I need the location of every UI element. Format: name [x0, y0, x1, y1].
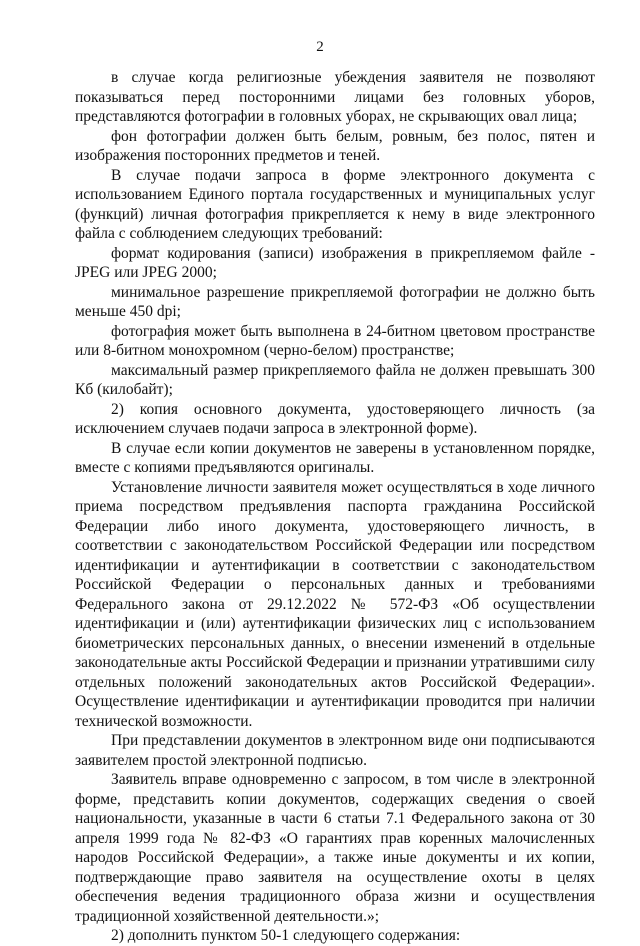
paragraph-photo-background: фон фотографии должен быть белым, ровным, без полос, пятен и изображения посторонних предметов и теней.: [75, 127, 595, 164]
paragraph-electronic-signature: При представлении документов в электронном виде они подписываются заявителем простой электронной подписью.: [75, 732, 595, 769]
paragraph-encoding-format: формат кодирования (записи) изображения в прикрепляемом файле - JPEG или JPEG 2000;: [75, 244, 595, 281]
document-body: [75, 68, 595, 946]
paragraph-add-clause: 2) дополнить пунктом 50-1 следующего содержания:: [111, 927, 461, 944]
paragraph-color-space: фотография может быть выполнена в 24-битном цветовом пространстве или 8-битном монохромном (черно-белом) пространстве;: [75, 322, 595, 359]
paragraph-religious-headwear: в случае когда религиозные убеждения заявителя не позволяют показываться перед посторонними лицами без головных уборов, представляются фотографии в головных уборах, не скрывающих овал лица;: [75, 69, 595, 125]
paragraph-originals: В случае если копии документов не заверены в установленном порядке, вместе с копиями предъявляются оригиналы.: [75, 439, 595, 476]
paragraph-min-resolution: минимальное разрешение прикрепляемой фотографии не должно быть меньше 450 dpi;: [75, 283, 595, 320]
paragraph-identity-verification: Установление личности заявителя может осуществляться в ходе личного приема посредством предъявления паспорта гражданина Российской Федерации либо иного документа, удостоверяющего личность, в соответствии с законодательством Российской Федерации или посредством идентификации и аутентификации в соответствии с законодательством Российской Федерации о персональных данных и требованиями Федерального закона от 29.12.2022 № 572-ФЗ «Об осуществлении идентификации и (или) аутентификации физических лиц с использованием биометрических персональных данных, о внесении изменений в отдельные законодательные акты Российской Федерации и признании утратившими силу отдельных положений законодательных актов Российской Федерации». Осуществление идентификации и аутентификации проводится при наличии технической возможности.: [75, 478, 595, 730]
page-number: 2: [316, 39, 324, 55]
paragraph-electronic-request: В случае подачи запроса в форме электронного документа с использованием Единого портала государственных и муниципальных услуг (функций) личная фотография прикрепляется к нему в виде электронного файла с соблюдением следующих требований:: [75, 166, 595, 242]
paragraph-nationality-documents: Заявитель вправе одновременно с запросом, в том числе в электронной форме, представить копии документов, содержащих сведения о своей национальности, указанные в части 6 статьи 7.1 Федерального закона от 30 апреля 1999 года № 82-ФЗ «О гарантиях прав коренных малочисленных народов Российской Федерации», а также иные документы и их копии, подтверждающие право заявителя на осуществление охоты в целях обеспечения ведения традиционного образа жизни и осуществления традиционной хозяйственной деятельности.»;: [75, 771, 595, 925]
paragraph-max-file-size: максимальный размер прикрепляемого файла не должен превышать 300 Кб (килобайт);: [75, 361, 595, 398]
paragraph-identity-document-copy: 2) копия основного документа, удостоверяющего личность (за исключением случаев подачи запроса в электронной форме).: [75, 400, 595, 437]
